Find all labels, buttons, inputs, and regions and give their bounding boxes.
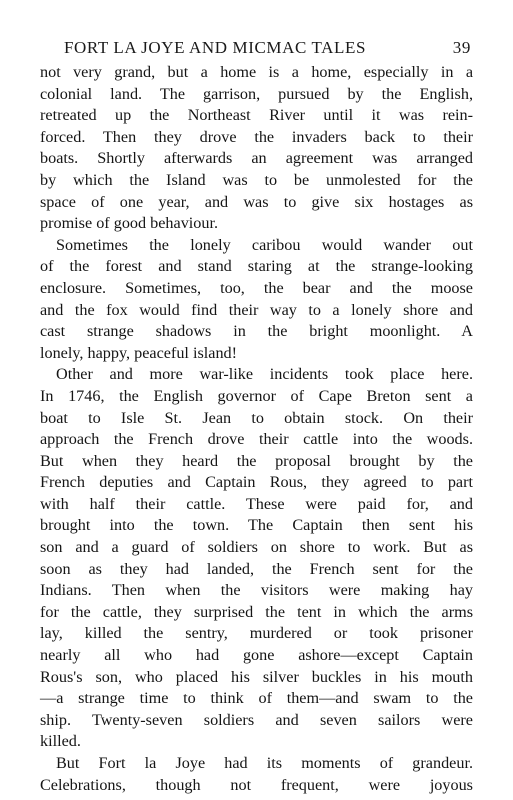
text-line: Other and more war-like incidents took place here. [56, 365, 473, 384]
text-line: soon as they had landed, the French sent for the [40, 559, 473, 578]
text-line: But when they heard the proposal brought by the [40, 451, 473, 470]
paragraph [40, 62, 473, 235]
text-line: cast strange shadows in the bright moonlight. A [40, 322, 473, 341]
text-line: for the cattle, they surprised the tent in which the arms [40, 602, 473, 621]
text-line: with half their cattle. These were paid for, and [40, 494, 473, 513]
body-text [40, 62, 473, 796]
text-line: space of one year, and was to give six hostages as [40, 192, 473, 211]
paragraph [40, 235, 473, 365]
running-head-title: FORT LA JOYE AND MICMAC TALES [64, 38, 367, 57]
text-line: enclosure. Sometimes, too, the bear and the moose [40, 278, 473, 297]
paragraph [40, 364, 473, 753]
text-line: colonial land. The garrison, pursued by the English, [40, 84, 473, 103]
text-line: son and a guard of soldiers on shore to work. But as [40, 538, 473, 557]
text-line: ship. Twenty-seven soldiers and seven sailors were [40, 710, 473, 729]
text-line: Rous's son, who placed his silver buckles in his mouth [40, 667, 473, 686]
page-number: 39 [452, 38, 471, 57]
text-line: —a strange time to think of them—and swam to the [40, 689, 473, 708]
text-line: forced. Then they drove the invaders back to their [40, 127, 473, 146]
text-line: nearly all who had gone ashore—except Captain [40, 646, 473, 665]
text-line: French deputies and Captain Rous, they agreed to part [40, 473, 473, 492]
text-line: But Fort la Joye had its moments of grandeur. [56, 754, 473, 772]
text-line: promise of good behaviour. [40, 214, 219, 233]
text-line: boats. Shortly afterwards an agreement was arranged [40, 149, 473, 168]
text-line: lay, killed the sentry, murdered or took prisoner [40, 624, 473, 643]
text-line: killed. [40, 732, 81, 751]
paragraph [40, 753, 473, 796]
text-line: lonely, happy, peaceful island! [40, 343, 238, 362]
text-line: In 1746, the English governor of Cape Breton sent a [40, 386, 473, 405]
text-line: not very grand, but a home is a home, especially in a [40, 63, 473, 81]
text-line: boat to Isle St. Jean to obtain stock. On their [40, 408, 473, 427]
running-head [40, 38, 473, 64]
text-line: Indians. Then when the visitors were making hay [40, 581, 473, 600]
text-line: retreated up the Northeast River until it was rein- [40, 106, 473, 125]
text-line: brought into the town. The Captain then sent his [40, 516, 473, 535]
text-line: approach the French drove their cattle into the woods. [40, 430, 473, 449]
text-line: of the forest and stand staring at the strange-looking [40, 257, 473, 276]
text-line: by which the Island was to be unmolested for the [40, 170, 473, 189]
text-line: and the fox would find their way to a lonely shore and [40, 300, 473, 319]
text-line: Sometimes the lonely caribou would wander out [56, 235, 473, 254]
text-line: Celebrations, though not frequent, were joyous [40, 775, 473, 794]
